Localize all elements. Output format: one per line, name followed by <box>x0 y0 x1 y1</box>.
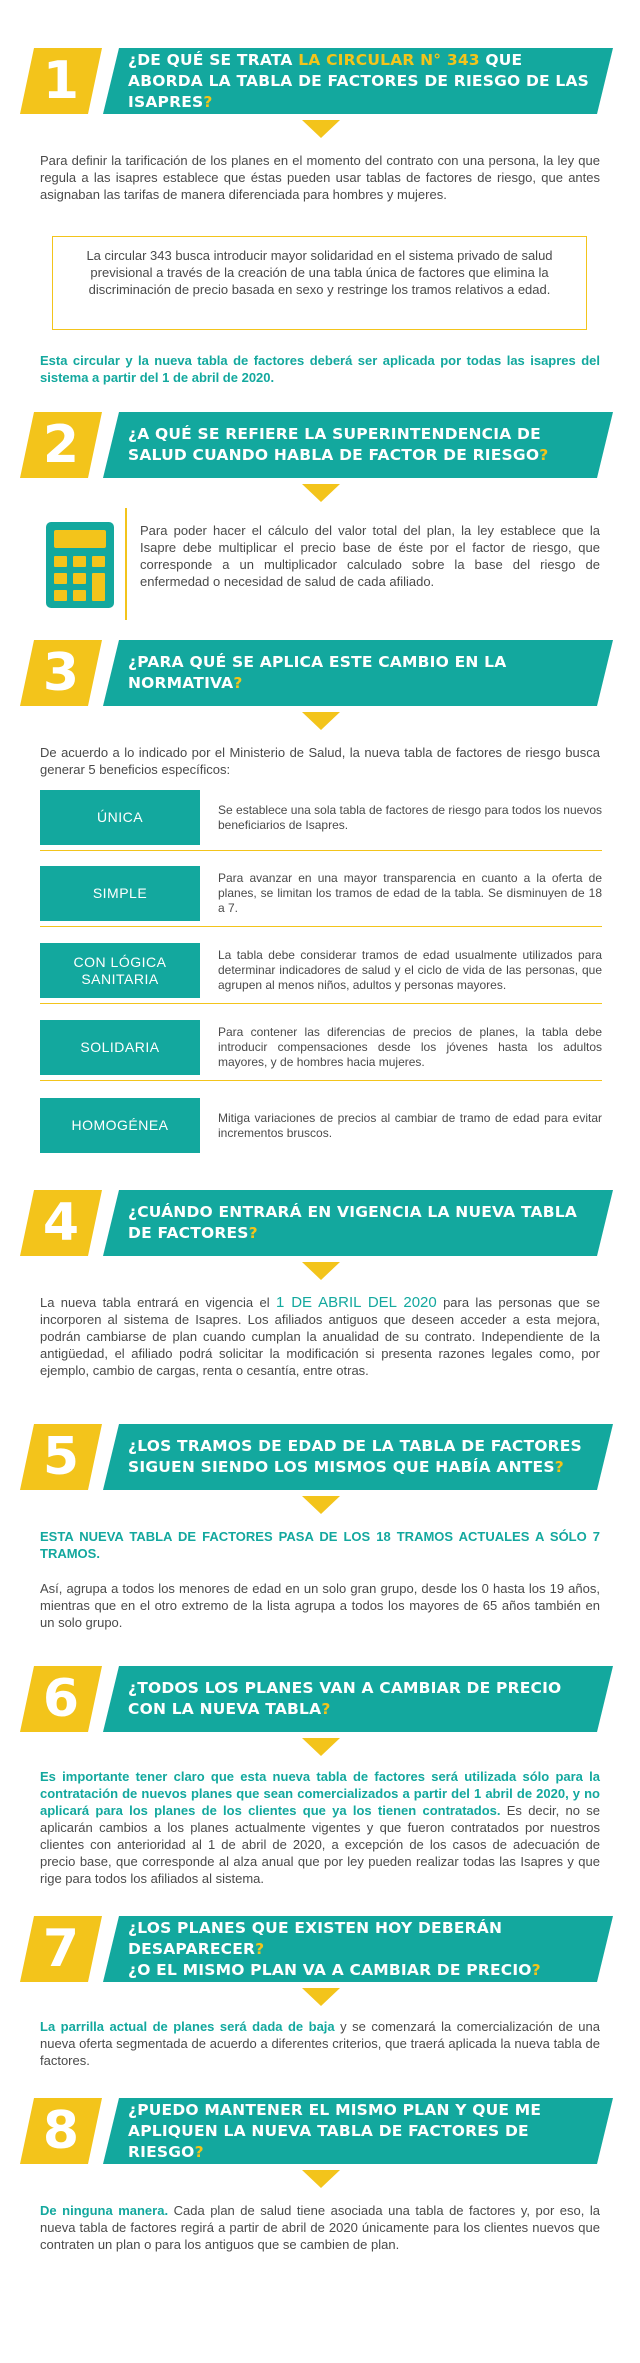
section-6-body <box>40 1768 600 1887</box>
title-question-mark: ? <box>554 1458 564 1476</box>
triangle-down-icon <box>302 1738 340 1756</box>
title-question-mark: ? <box>248 1224 258 1242</box>
section-1-body: Para definir la tarificación de los planes en el momento del contrato con una persona, la ley que regula a las isapres establece que éstas pueden usar tablas de factores de riesgo, que antes asignaban las tarifas de manera diferenciada para hombres y mujeres. <box>40 153 600 202</box>
section-5-body: Así, agrupa a todos los menores de edad en un solo gran grupo, desde los 0 hasta los 19 años, mientras que en el otro extremo de la lista agrupa a todos los mayores de 65 años también en un solo grupo. <box>40 1581 600 1630</box>
title-text: ¿TODOS LOS PLANES VAN A CAMBIAR DE PRECIO CON LA NUEVA TABLA <box>128 1679 562 1718</box>
title-text-end: QUE ABORDA LA TABLA DE FACTORES DE RIESGO DE LAS ISAPRES <box>128 50 590 111</box>
benefit-text: Para avanzar en una mayor transparencia en cuanto a la oferta de planes, se limitan los tramos de edad de la tabla. Se disminuyen de 18 a 7. <box>218 871 602 915</box>
title-question-mark: ? <box>233 674 243 692</box>
body-highlight: Es importante tener claro que esta nueva tabla de factores será utilizada sólo para la contratación de nuevos planes que sean comercializados a partir del 1 abril de 2020, y no aplicará para los planes de los clientes que ya los tienen contratados. <box>40 1769 600 1818</box>
calculator-icon <box>44 520 116 610</box>
title-text: ¿PUEDO MANTENER EL MISMO PLAN Y QUE ME APLIQUEN LA NUEVA TABLA DE FACTORES DE RIESGO <box>128 2100 542 2161</box>
section-banner <box>0 2098 640 2164</box>
divider-line <box>40 850 602 851</box>
section-5 <box>0 1424 640 1490</box>
section-8 <box>0 2098 640 2164</box>
triangle-down-icon <box>302 712 340 730</box>
triangle-down-icon <box>302 484 340 502</box>
benefit-text: La tabla debe considerar tramos de edad usualmente utilizados para determinar indicadores de salud y el ciclo de vida de las personas, que agrupen al menos niños, adultos y personas mayores. <box>218 948 602 992</box>
section-banner <box>0 1190 640 1256</box>
section-number: 4 <box>42 1193 80 1253</box>
benefit-text: Para contener las diferencias de precios de planes, la tabla debe introducir compensaciones desde los jóvenes hasta los adultos mayores, y de hombres hacia mujeres. <box>218 1025 602 1069</box>
section-8-body <box>40 2202 600 2253</box>
benefit-logica-sanitaria <box>40 943 602 998</box>
section-1-quote: La circular 343 busca introducir mayor solidaridad en el sistema privado de salud previsional a través de la creación de una tabla única de factores que elimina la discriminación de precio basada en sexo y restringe los tramos relativos a edad. <box>52 236 587 330</box>
triangle-down-icon <box>302 1988 340 2006</box>
title-highlight: LA CIRCULAR N° 343 <box>298 50 480 69</box>
section-3 <box>0 640 640 706</box>
title-text: ¿LOS PLANES QUE EXISTEN HOY DEBERÁN DESAPARECER <box>128 1918 503 1958</box>
title-text: ¿CUÁNDO ENTRARÁ EN VIGENCIA LA NUEVA TABLA DE FACTORES <box>128 1203 578 1242</box>
benefit-simple <box>40 866 602 921</box>
section-4 <box>0 1190 640 1256</box>
section-title <box>128 1198 598 1248</box>
section-3-intro: De acuerdo a lo indicado por el Ministerio de Salud, la nueva tabla de factores de riesgo busca generar 5 beneficios específicos: <box>40 745 600 777</box>
section-title <box>128 1432 598 1482</box>
section-number: 3 <box>42 643 80 703</box>
divider-line <box>125 508 127 620</box>
benefit-label: SIMPLE <box>40 866 200 921</box>
section-title <box>128 420 598 470</box>
section-6 <box>0 1666 640 1732</box>
section-1-highlight: Esta circular y la nueva tabla de factores deberá ser aplicada por todas las isapres del sistema a partir del 1 de abril de 2020. <box>40 353 600 385</box>
title-question-mark: ? <box>255 1939 265 1958</box>
benefit-unica <box>40 790 602 845</box>
title-question-mark: ? <box>321 1700 331 1718</box>
body-highlight: La parrilla actual de planes será dada de baja <box>40 2019 335 2034</box>
section-title <box>128 648 598 698</box>
body-text: y se comenzará la comercialización de una nueva oferta segmentada de acuerdo a diferentes criterios, que traerá aplicada la nueva tabla de factores. <box>40 2019 600 2068</box>
title-text: ¿DE QUÉ SE TRATA <box>128 50 299 69</box>
triangle-down-icon <box>302 120 340 138</box>
section-5-highlight: ESTA NUEVA TABLA DE FACTORES PASA DE LOS 18 TRAMOS ACTUALES A SÓLO 7 TRAMOS. <box>40 1529 600 1561</box>
benefit-label: SOLIDARIA <box>40 1020 200 1075</box>
body-text: Cada plan de salud tiene asociada una tabla de factores y, por eso, la nueva tabla de factores regirá a partir de abril de 2020 únicamente para los clientes nuevos que contraten un plan o para los antiguos que se cambien de plan. <box>40 2203 601 2252</box>
section-title <box>128 1674 598 1724</box>
triangle-down-icon <box>302 1496 340 1514</box>
benefit-label: CON LÓGICA SANITARIA <box>40 943 200 998</box>
title-text: ¿PARA QUÉ SE APLICA ESTE CAMBIO EN LA NORMATIVA <box>128 653 507 692</box>
benefit-text: Mitiga variaciones de precios al cambiar de tramo de edad para evitar incrementos bruscos. <box>218 1110 602 1140</box>
section-7 <box>0 1916 640 1982</box>
title-text: ¿LOS TRAMOS DE EDAD DE LA TABLA DE FACTORES SIGUEN SIENDO LOS MISMOS QUE HABÍA ANTES <box>128 1437 582 1476</box>
title-question-mark: ? <box>194 2142 204 2161</box>
body-text: La nueva tabla entrará en vigencia el <box>40 1295 276 1310</box>
title-question-mark: ? <box>531 1960 541 1979</box>
section-title <box>128 1918 598 1979</box>
body-highlight: De ninguna manera. <box>40 2203 169 2218</box>
section-2-body: Para poder hacer el cálculo del valor total del plan, la ley establece que la Isapre debe multiplicar el precio base de éste por el factor de riesgo, que corresponde a un multiplicador calculado sobre la base del riesgo de enfermedad o necesidad de salud de cada afiliado. <box>140 523 600 589</box>
benefit-solidaria <box>40 1020 602 1075</box>
benefit-homogenea <box>40 1098 602 1153</box>
section-7-body <box>40 2018 600 2069</box>
divider-line <box>40 1080 602 1081</box>
section-number: 1 <box>42 51 80 111</box>
start-date: 1 DE ABRIL DEL 2020 <box>275 1294 437 1311</box>
section-title <box>128 50 598 111</box>
triangle-down-icon <box>302 1262 340 1280</box>
benefit-label: HOMOGÉNEA <box>40 1098 200 1153</box>
section-number: 8 <box>42 2101 80 2161</box>
title-text: ¿A QUÉ SE REFIERE LA SUPERINTENDENCIA DE SALUD CUANDO HABLA DE FACTOR DE RIESGO <box>128 425 541 464</box>
section-banner <box>0 1916 640 1982</box>
section-number: 5 <box>42 1427 80 1487</box>
section-banner <box>0 640 640 706</box>
section-banner <box>0 1666 640 1732</box>
section-4-body <box>40 1294 600 1379</box>
section-banner <box>0 48 640 114</box>
title-text-line2: ¿O EL MISMO PLAN VA A CAMBIAR DE PRECIO <box>128 1960 532 1979</box>
benefit-label: ÚNICA <box>40 790 200 845</box>
title-question-mark: ? <box>539 446 549 464</box>
benefit-text: Se establece una sola tabla de factores de riesgo para todos los nuevos beneficiarios de Isapres. <box>218 802 602 832</box>
divider-line <box>40 1003 602 1004</box>
section-number: 2 <box>42 415 80 475</box>
title-question-mark: ? <box>203 92 213 111</box>
divider-line <box>40 926 602 927</box>
section-1 <box>0 48 640 114</box>
section-2 <box>0 412 640 478</box>
triangle-down-icon <box>302 2170 340 2188</box>
section-number: 6 <box>42 1669 80 1729</box>
section-banner <box>0 412 640 478</box>
section-banner <box>0 1424 640 1490</box>
section-title <box>128 2100 598 2161</box>
body-text: Es decir, no se aplicarán cambios a los planes actualmente vigentes y que fueron contratados por nuestros clientes con anterioridad al 1 de abril de 2020, a excepción de los casos de adecuación de precio base, que corresponde al alza anual que por ley pueden realizar todas las Isapres y que rige para todos los afiliados al sistema. <box>40 1803 600 1886</box>
body-text-end: para las personas que se incorporen al sistema de Isapres. Los afiliados antiguos que deseen acceder a esta mejora, podrán cambiarse de plan cuando cumplan la anualidad de su contrato. Independiente de la antigüedad, el afiliado podrá solicitar la modificación si presenta razones legales como, por ejemplo, cambio de cargas, renta o cesantía, entre otras. <box>40 1295 600 1378</box>
section-number: 7 <box>42 1919 80 1979</box>
